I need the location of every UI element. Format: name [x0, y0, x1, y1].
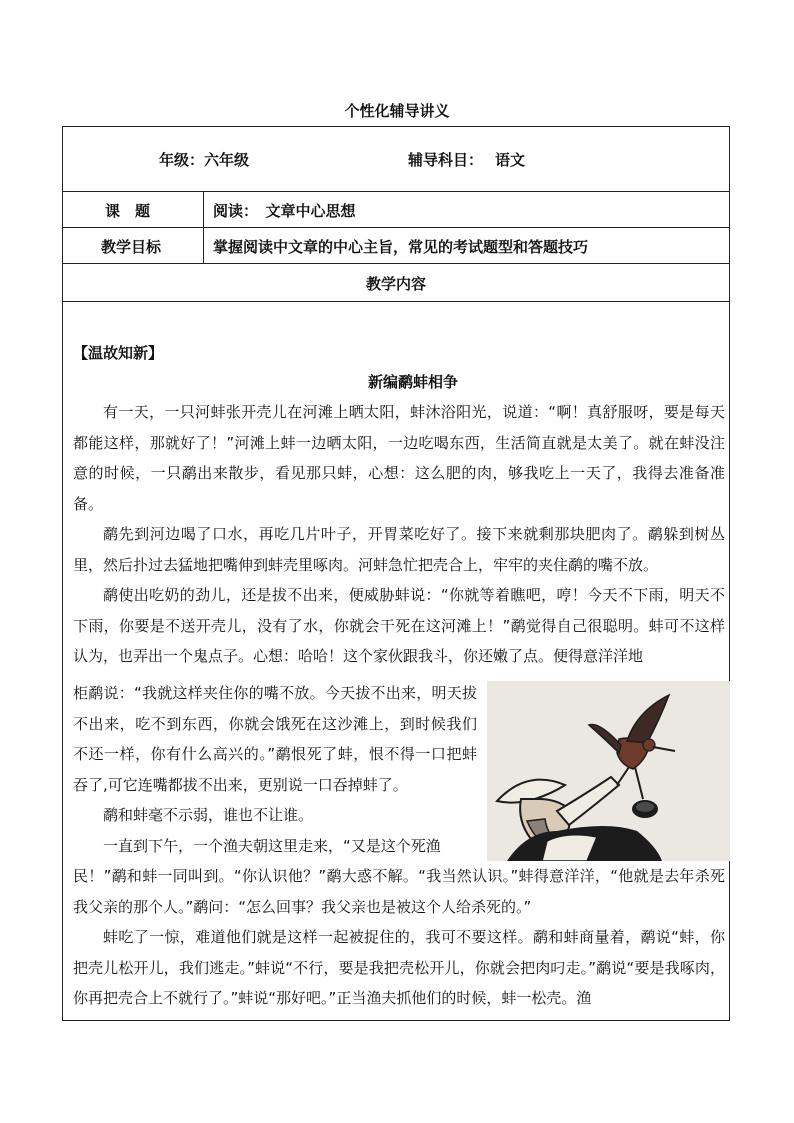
row-divider [63, 191, 729, 192]
goal-value: 掌握阅读中文章的中心主旨，常见的考试题型和答题技巧 [213, 238, 589, 256]
illustration-drawing [487, 681, 730, 861]
column-divider [203, 191, 204, 263]
lesson-table [62, 126, 730, 1021]
row-divider [63, 301, 729, 302]
story-paragraph: 蚌吃了一惊，难道他们就是这样一起被捉住的，我可不要这样。鹬和蚌商量着，鹬说“蚌，你把壳儿松开儿，我们逃走。”蚌说“不行，要是我把壳松开儿，你就会把肉叼走。”鹬说“要是我啄肉，你再把壳合上不就行了。”蚌说“那好吧。”正当渔夫抓他们的时候，蚌一松壳。渔 [73, 928, 725, 1007]
story-paragraph: 鹬使出吃奶的劲儿，还是拔不出来，便威胁蚌说：“你就等着瞧吧，哼！今天不下雨，明天不下雨，你要是不送开壳儿，没有了水，你就会干死在这河滩上！”鹬觉得自己很聪明。蚌可不这样认为，也弄出一个鬼点子。心想：哈哈！这个家伙跟我斗，你还嫩了点。便得意洋洋地 [73, 586, 725, 665]
grade-label: 年级：六年级 [159, 151, 250, 169]
story-paragraph: 民！”鹬和蚌一同叫到。“你认识他？”鹬大惑不解。“我当然认识。”蚌得意洋洋，“他就是去年杀死我父亲的那个人。”鹬问：“怎么回事？我父亲也是被这个人给杀死的。” [73, 867, 725, 916]
story-paragraph: 一直到下午，一个渔夫朝这里走来，“又是这个死渔 [103, 836, 441, 855]
content-label: 教学内容 [365, 275, 426, 293]
story-lower [73, 861, 725, 1014]
story-paragraph: 柜鹬说：“我就这样夹住你的嘴不放。今天拔不出来，明天拔不出来，吃不到东西，你就会饿死在这沙滩上，到时候我们不还一样，你有什么高兴的。”鹬恨死了蚌，恨不得一口把蚌吞了,可它连嘴都拔不出来，更别说一口吞掉蚌了。 [73, 684, 477, 794]
fisherman-bird-clam-illustration [487, 681, 730, 861]
goal-label: 教学目标 [101, 238, 162, 256]
subject-value: 语文 [495, 151, 526, 169]
row-divider [63, 227, 729, 228]
story-upper [73, 397, 725, 672]
story-paragraph: 鹬和蚌毫不示弱，谁也不让谁。 [103, 806, 314, 824]
story-title: 新编鹬蚌相争 [367, 373, 458, 391]
story-paragraph: 鹬先到河边喝了口水，再吃几片叶子，开胃菜吃好了。接下来就剩那块肥肉了。鹬躲到树丛里，然后扑过去猛地把嘴伸到蚌壳里啄肉。河蚌急忙把壳合上，牢牢的夹住鹬的嘴不放。 [73, 525, 725, 574]
topic-value: 阅读： 文章中心思想 [213, 202, 356, 220]
story-paragraph: 有一天，一只河蚌张开壳儿在河滩上晒太阳，蚌沐浴阳光，说道：“啊！真舒服呀，要是每天都能这样，那就好了！”河滩上蚌一边晒太阳，一边吃喝东西，生活简直就是太美了。就在蚌没注意的时候，一只鹬出来散步，看见那只蚌，心想：这么肥的肉，够我吃上一天了，我得去准备准备。 [73, 403, 725, 513]
row-divider [63, 263, 729, 264]
topic-label: 课 题 [105, 202, 151, 220]
document-title: 个性化辅导讲义 [344, 102, 450, 120]
subject-label: 辅导科目： [408, 151, 484, 169]
section-heading: 【温故知新】 [73, 344, 164, 362]
story-beside-image [73, 678, 477, 861]
